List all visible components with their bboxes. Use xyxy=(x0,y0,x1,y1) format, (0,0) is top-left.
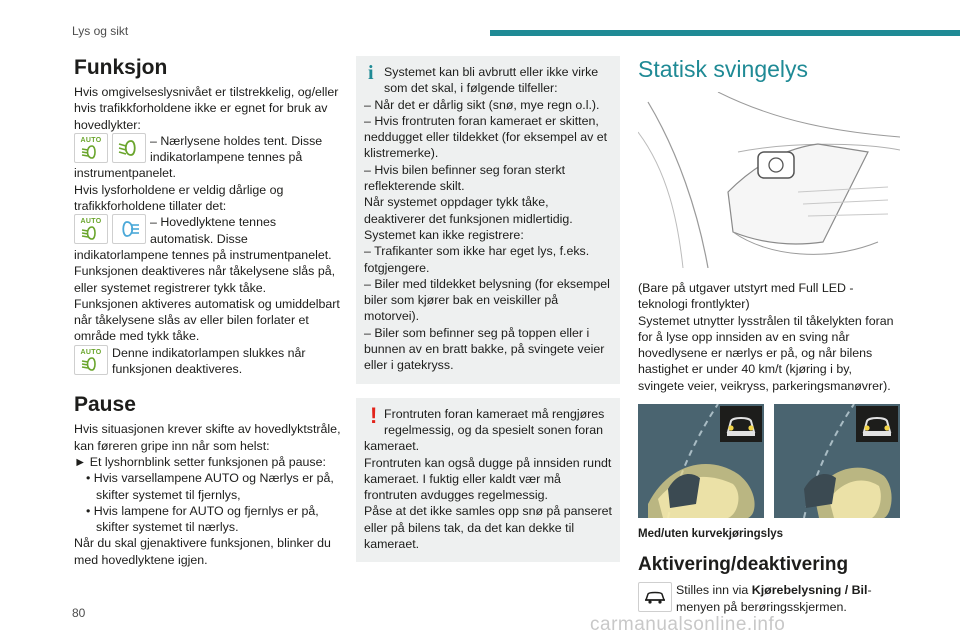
heading-pause: Pause xyxy=(74,393,136,417)
paragraph: ► Et lyshornblink setter funksjonen på pause: xyxy=(74,454,326,469)
auto-headlamp-icon: AUTO xyxy=(74,345,108,375)
warning-line: kameraet. xyxy=(364,439,420,454)
column-left xyxy=(74,56,342,568)
fog-lamp-illustration xyxy=(638,92,900,268)
indicator-row-low-beam xyxy=(74,133,342,166)
info-text: Systemet kan bli avbrutt eller ikke virke som det skal, i følgende tilfeller: xyxy=(384,65,599,96)
info-line: Når systemet oppdager tykk tåke, deaktiverer det funksjonen midlertidig. xyxy=(364,195,573,226)
indicator-text: – Nærlysene holdes tent. Disse indikatorlampene tennes på xyxy=(150,133,323,165)
info-line: – Hvis bilen befinner seg foran sterkt reflekterende skilt. xyxy=(364,162,566,194)
low-beam-icon xyxy=(112,133,146,163)
warning-line: Frontruten kan også dugge på innsiden rundt kameraet. I fuktig eller kaldt vær må frontruten avdugges regelmessig. xyxy=(364,455,612,503)
high-beam-icon xyxy=(112,214,146,244)
info-line: – Biler med tildekket belysning (for eksempel biler som kjører bak en veiskiller på motorvei). xyxy=(364,276,610,324)
paragraph: Funksjonen aktiveres automatisk og umiddelbart når tåkelysene slås av eller bilen forlater et område med tykk tåke. xyxy=(74,296,340,344)
indicator-row-auto-off xyxy=(74,345,342,378)
info-line: – Hvis frontruten foran kameraet er skitten, neddugget eller tildekket (for eksempel av et klistremerke). xyxy=(364,113,608,161)
warning-text: Frontruten foran kameraet må rengjøres regelmessig, og da spesielt sonen foran xyxy=(384,406,605,437)
header-accent-bar xyxy=(490,30,960,36)
without-cornering-light-image xyxy=(774,404,900,518)
auto-headlamp-icon: AUTO xyxy=(74,214,108,244)
info-line: – Trafikanter som ikke har eget lys, f.eks. fotgjengere. xyxy=(364,244,590,275)
paragraph: Systemet utnytter lysstrålen til tåkelykten foran for å lyse opp innsiden av en sving når hovedlysene er nærlys er på, og når bilens hastighet er under 40 km/t (kjøring i by, svingete veier, veikryss, parkeringsmanøvrer). xyxy=(638,313,894,393)
indicator-row-high-beam xyxy=(74,214,342,247)
info-box xyxy=(356,56,620,384)
activation-row xyxy=(638,582,900,615)
heading-statisk-svingelys: Statisk svingelys xyxy=(638,56,809,82)
paragraph: Når du skal gjenaktivere funksjonen, blinker du med hovedlyktene igjen. xyxy=(74,536,331,567)
paragraph: Hvis lysforholdene er veldig dårlige og trafikkforholdene tillater det: xyxy=(74,182,284,214)
paragraph: indikatorlampene tennes på instrumentpanelet. xyxy=(74,247,332,262)
paragraph: instrumentpanelet. xyxy=(74,166,176,181)
image-caption: Med/uten kurvekjøringslys xyxy=(638,528,784,541)
watermark: carmanualsonline.info xyxy=(590,614,786,635)
auto-headlamp-icon: AUTO xyxy=(74,133,108,163)
indicator-text: Denne indikatorlampen slukkes når funksjonen deaktiveres. xyxy=(112,345,306,377)
paragraph: (Bare på utgaver utstyrt med Full LED -teknologi frontlykter) xyxy=(638,281,854,312)
indicator-text: – Hovedlyktene tennes automatisk. Disse xyxy=(150,215,277,246)
car-icon xyxy=(638,582,672,612)
with-cornering-light-image xyxy=(638,404,764,518)
info-line: Systemet kan ikke registrere: xyxy=(364,227,524,242)
running-header: Lys og sikt xyxy=(72,24,129,38)
paragraph: Funksjonen deaktiveres når tåkelysene slås på, eller systemet registrerer tykk tåke. xyxy=(74,264,336,295)
list-item: • Hvis varsellampene AUTO og Nærlys er på, skifter systemet til fjernlys, xyxy=(86,471,334,502)
heading-aktivering: Aktivering/deaktivering xyxy=(638,554,849,576)
bullet-list xyxy=(86,470,342,535)
info-line: – Biler som befinner seg på toppen eller i bunnen av en bratt bakke, på svingete veier eller i gatekryss. xyxy=(364,325,605,373)
page-number: 80 xyxy=(72,606,86,620)
warning-line: Påse at det ikke samles opp snø på panseret eller på bilens tak, da det kan dekke til kameraet. xyxy=(364,504,612,552)
column-right xyxy=(638,56,900,615)
comparison-images xyxy=(638,404,900,518)
warning-box xyxy=(356,398,620,563)
paragraph: Hvis omgivelseslysnivået er tilstrekkelig, og/eller hvis trafikkforholdene ikke er egnet for bruk av hovedlykter: xyxy=(74,85,339,132)
heading-funksjon: Funksjon xyxy=(74,56,168,79)
info-icon: i xyxy=(368,62,374,84)
warning-exclamation-icon: ! xyxy=(370,402,378,428)
activation-text: Stilles inn via Kjørebelysning / Bil-menyen på berøringsskjermen. xyxy=(676,583,872,614)
paragraph: Hvis situasjonen krever skifte av hovedlyktstråle, kan føreren gripe inn når som helst: xyxy=(74,422,341,453)
list-item: • Hvis lampene for AUTO og fjernlys er på, skifter systemet til nærlys. xyxy=(86,503,319,535)
column-middle xyxy=(356,56,620,562)
info-line: – Når det er dårlig sikt (snø, mye regn o.l.). xyxy=(364,97,600,112)
